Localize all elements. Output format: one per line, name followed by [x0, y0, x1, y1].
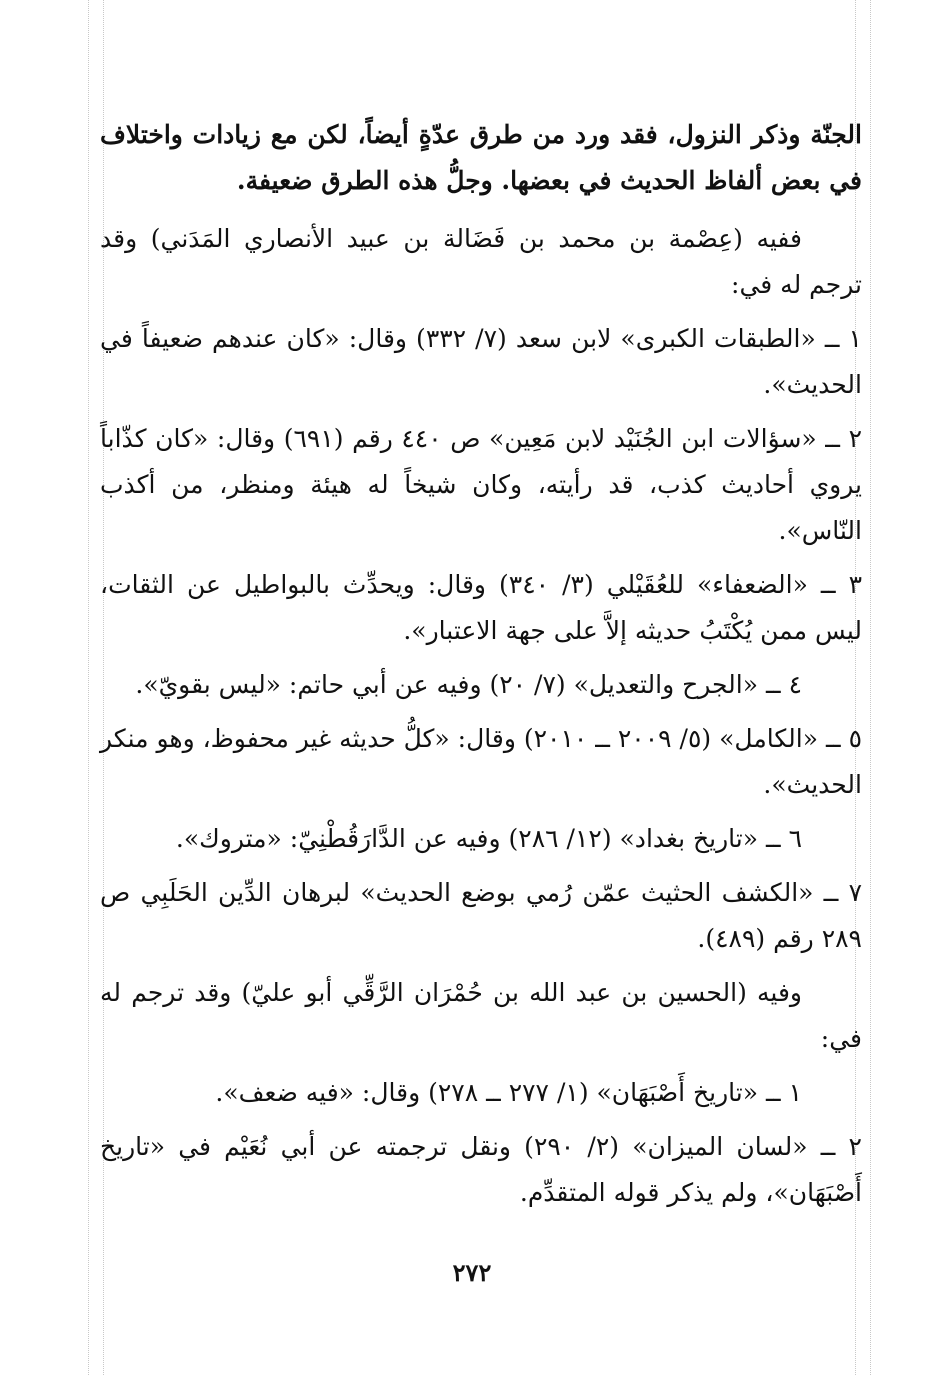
second-source-item-2: ٢ ــ «لسان الميزان» (٢/ ٢٩٠) ونقل ترجمته عن أبي نُعَيْم في «تاريخ أَصْبَهَان»، ولم يذكر قوله المتقدِّم.	[100, 1132, 862, 1207]
source-item-1: ١ ــ «الطبقات الكبرى» لابن سعد (٧/ ٣٣٢) وقال: «كان عندهم ضعيفاً في الحديث».	[100, 324, 862, 399]
page-number: ٢٧٢	[452, 1258, 492, 1287]
scan-margin-line	[88, 0, 89, 1375]
opening-paragraph: الجنّة وذكر النزول، فقد ورد من طرق عدّةٍ أيضاً، لكن مع زيادات واختلاف في بعض ألفاظ الحديث في بعضها. وجلُّ هذه الطرق ضعيفة.	[100, 120, 862, 195]
source-item-7: ٧ ــ «الكشف الحثيث عمّن رُمي بوضع الحديث» لبرهان الدِّين الحَلَبِي ص ٢٨٩ رقم (٤٨٩).	[100, 878, 862, 953]
second-source-item-1: ١ ــ «تاريخ أَصْبَهَان» (١/ ٢٧٧ ــ ٢٧٨) وقال: «فيه ضعف».	[215, 1078, 802, 1107]
second-narrator-intro: وفيه (الحسين بن عبد الله بن حُمْرَان الرَّقِّي أبو عليّ) وقد ترجم له في:	[100, 978, 862, 1053]
source-item-3: ٣ ــ «الضعفاء» للعُقَيْلي (٣/ ٣٤٠) وقال: ويحدِّث بالبواطيل عن الثقات، ليس ممن يُكْتَبُ حديثه إلاَّ على جهة الاعتبار».	[100, 570, 862, 645]
source-item-2: ٢ ــ «سؤالات ابن الجُنَيْد لابن مَعِين» ص ٤٤٠ رقم (٦٩١) وقال: «كان كذّاباً يروي أحاديث كذب، قد رأيته، وكان شيخاً له هيئة ومنظر، من أكذب النّاس».	[100, 424, 862, 545]
page-body	[100, 112, 862, 1224]
scan-margin-line	[870, 0, 871, 1375]
source-item-5: ٥ ــ «الكامل» (٥/ ٢٠٠٩ ــ ٢٠١٠) وقال: «كلُّ حديثه غير محفوظ، وهو منكر الحديث».	[99, 724, 862, 799]
source-item-4: ٤ ــ «الجرح والتعديل» (٧/ ٢٠) وفيه عن أبي حاتم: «ليس بقويّ».	[135, 670, 802, 699]
narrator-intro-paragraph: ففيه (عِصْمة بن محمد بن فَضَالة بن عبيد الأنصاري المَدَني) وقد ترجم له في:	[100, 224, 862, 299]
source-item-6: ٦ ــ «تاريخ بغداد» (١٢/ ٢٨٦) وفيه عن الدَّارَقُطْنِيّ: «متروك».	[175, 824, 802, 853]
